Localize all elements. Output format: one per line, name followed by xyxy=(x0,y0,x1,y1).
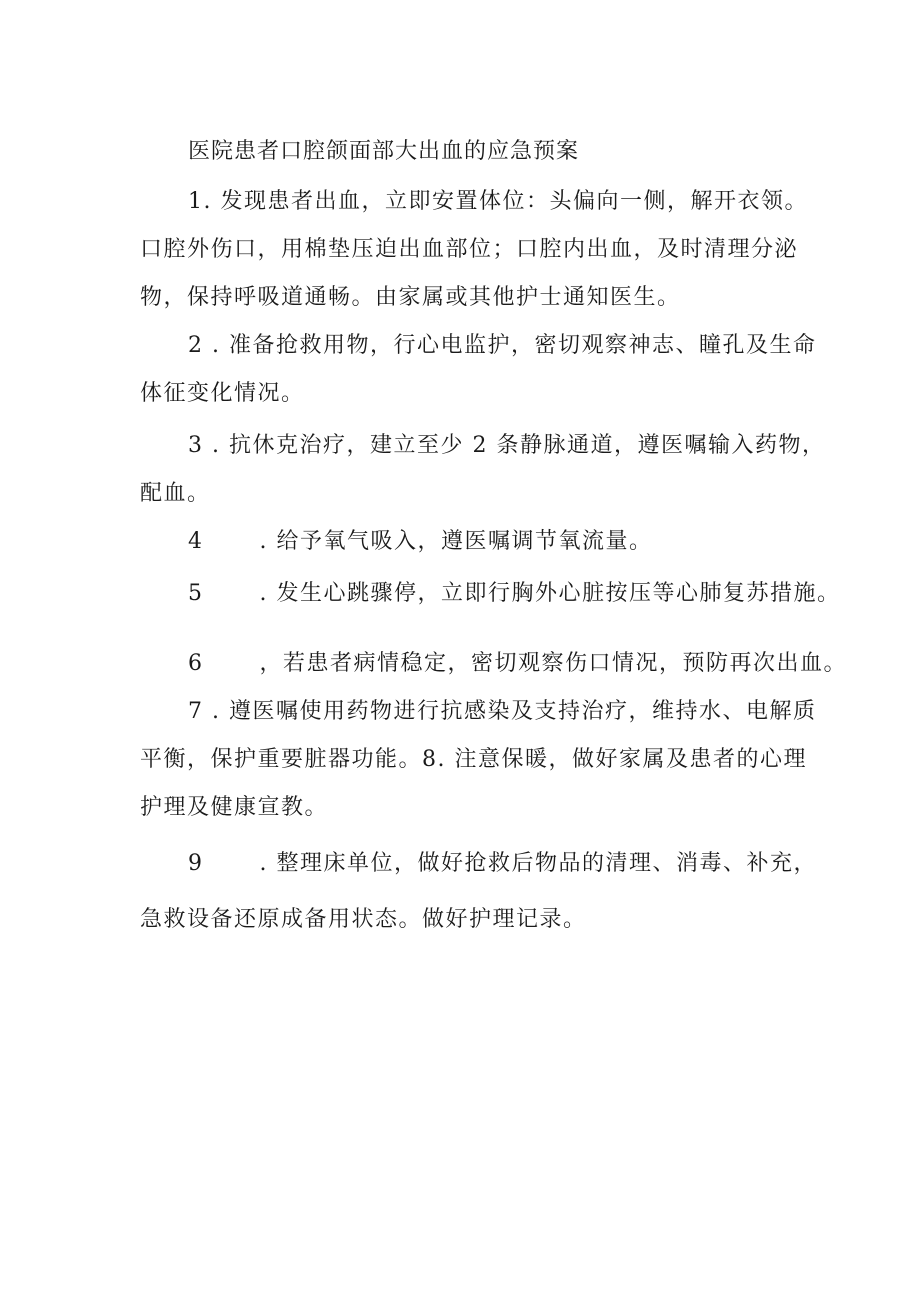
item-text: ，若患者病情稳定，密切观察伤口情况，预防再次出血。 xyxy=(259,651,848,676)
paragraph-6 xyxy=(188,648,847,680)
paragraph-1-line-2: 口腔外伤口，用棉垫压迫出血部位；口腔内出血，及时清理分泌 xyxy=(140,237,799,262)
paragraph-1-line-3: 物，保持呼吸道通畅。由家属或其他护士通知医生。 xyxy=(140,285,681,310)
item-text: . 整理床单位，做好抢救后物品的清理、消毒、补充， xyxy=(259,851,817,876)
item-number: 6 xyxy=(188,651,204,676)
paragraph-9-line-2: 急救设备还原成备用状态。做好护理记录。 xyxy=(140,907,587,932)
paragraph-4 xyxy=(188,526,653,558)
paragraph-7-line-3: 护理及健康宣教。 xyxy=(140,795,329,820)
item-text: . 发生心跳骤停，立即行胸外心脏按压等心肺复苏措施。 xyxy=(259,581,841,606)
paragraph-7-line-2: 平衡，保护重要脏器功能。8. 注意保暖，做好家属及患者的心理 xyxy=(140,747,807,772)
item-text: . 给予氧气吸入，遵医嘱调节氧流量。 xyxy=(259,529,653,554)
paragraph-3-line-1: 3 . 抗休克治疗，建立至少 2 条静脉通道，遵医嘱输入药物， xyxy=(188,433,826,458)
paragraph-2-line-1: 2 . 准备抢救用物，行心电监护，密切观察神志、瞳孔及生命 xyxy=(188,333,817,358)
item-number: 4 xyxy=(188,529,204,554)
paragraph-2-line-2: 体征变化情况。 xyxy=(140,381,305,406)
paragraph-3-line-2: 配血。 xyxy=(140,481,211,506)
item-number: 5 xyxy=(188,581,204,606)
paragraph-9-line-1 xyxy=(188,848,817,880)
paragraph-7-line-1: 7 . 遵医嘱使用药物进行抗感染及支持治疗，维持水、电解质 xyxy=(188,699,817,724)
document-title: 医院患者口腔颌面部大出血的应急预案 xyxy=(188,139,580,164)
item-number: 9 xyxy=(188,851,204,876)
paragraph-5 xyxy=(188,578,841,610)
paragraph-1-line-1: 1. 发现患者出血，立即安置体位：头偏向一侧，解开衣领。 xyxy=(188,189,808,214)
